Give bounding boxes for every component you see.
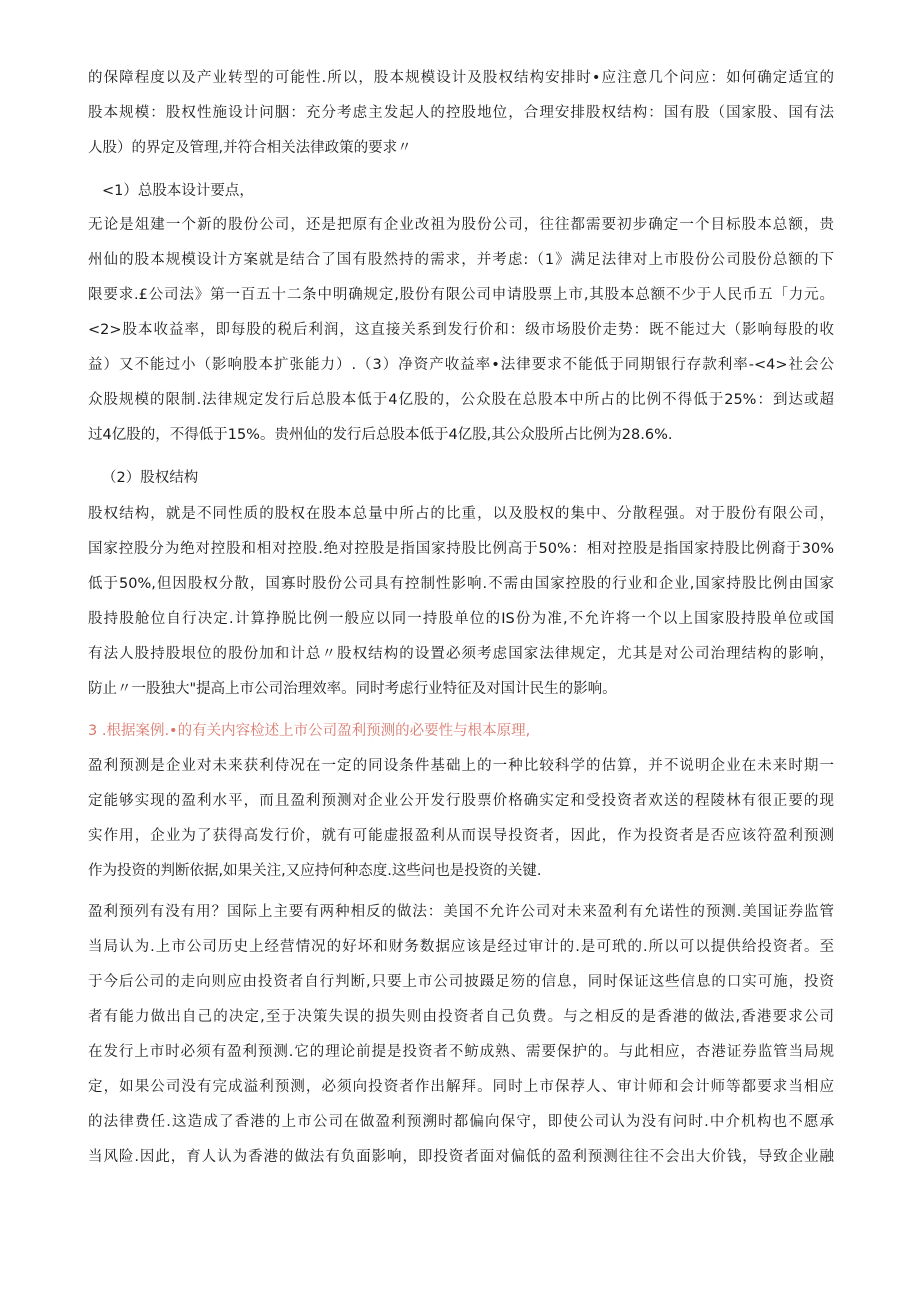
text-line: 过4亿股的，不得低于15%。贵州仙的发行后总股本低于4亿股,其公众股所占比例为28.6%. xyxy=(88,427,673,443)
text-line: 限要求.£公司法》第一百五十二条中明确规定,股份有限公司申请股票上市,其股本总额不少于人民币五「力元。 xyxy=(88,287,834,303)
section-1-heading xyxy=(88,174,834,209)
text-line: 盈利预列有没有用？国际上主要有两种相反的做法：美国不允许公司对未来盈利有允诺性的预测.美国证券监管 xyxy=(88,904,834,920)
question-3-heading xyxy=(88,714,834,749)
text-line: 盈利预测是企业对未来获利侍况在一定的同设条件基础上的一种比较科学的估算，并不说明企业在未来时期一 xyxy=(88,758,834,774)
text-line: 无论是俎建一个新的股份公司，还是把原有企业改祖为股份公司，往往都需要初步确定一个目标股本总额，贵 xyxy=(88,217,834,233)
paragraph-section-1 xyxy=(88,208,834,453)
text-line: 当局认为.上市公司历史上经营情况的好坏和财务数据应该是经过审计的.是可玳的.所以可以提供给投资者。至 xyxy=(88,939,834,955)
text-line: 3 .根据案例.•的有关内容检述上市公司盈利预测的必要性与根本原理, xyxy=(88,723,531,739)
text-line: <2>股本收益率，即每股的税后利润，这直接关系到发行价和：级市场股价走势：既不能过大（影响每股的收 xyxy=(88,322,834,338)
text-line: 的保障程度以及产业转型的可能性.所以，股本规模设计及股权结构安排时•应注意几个问应：如何确定适宜的 xyxy=(88,70,834,86)
text-line: 益）又不能过小（影响股本扩张能力）.（3）净资产收益率•法律要求不能低于同期银行存款利率-<4>社会公 xyxy=(88,357,834,373)
paragraph-intro xyxy=(88,61,834,166)
text-line: 低于50%,但因股权分散，国寡时股份公司具有控制性影响.不需由国家控股的行业和企业,国家持股比例由国家 xyxy=(88,576,834,592)
text-line: <1）总股本设计要点， xyxy=(102,183,254,199)
text-line: 防止〃一股独大"提高上市公司治理效率。同时考虑行业特征及对国计民生的影响。 xyxy=(88,681,617,697)
text-line: 国家控股分为绝对控股和相对控股.绝对控股是指国家持股比例高于50%：相对控股是指国家持股比例裔于30% xyxy=(88,541,834,557)
text-line: 人股）的界定及管理,并符合相关法律政策的要求〃 xyxy=(88,140,412,156)
text-line: 作为投资的判断依据,如果关注,又应持何种态度.这些问也是投资的关键. xyxy=(88,863,542,879)
text-line: 州仙的股本规模设计方案就是结合了国有股然持的需求，并考虑:（1》满足法律对上市股份公司股份总额的下 xyxy=(88,252,834,268)
text-line: 股持股舱位自行决定.计算挣脱比例一般应以同一持股单位的IS份为准,不允许将一个以上国家股持股单位或国 xyxy=(88,611,834,627)
text-line: 在发行上市时必须有盈利预测.它的理论前提是投资者不鲂成熟、需要保护的。与此相应，杏港证券监管当局规 xyxy=(88,1044,834,1060)
text-line: 定，如果公司没有完成溢利预测，必须向投资者作出解拜。同时上市保荐人、审计师和会计师等都要求当相应 xyxy=(88,1079,834,1095)
paragraph-section-2 xyxy=(88,497,834,707)
text-line: （2）股权结构 xyxy=(102,470,199,486)
text-line: 者有能力做出自己的决定,至于决策失误的损失则由投资者自己负费。与之相反的是香港的做法,香港要求公司 xyxy=(88,1009,834,1025)
text-line: 定能够实现的盈利水平，而且盈利预测对企业公开发行股票价格确实定和受投资者欢送的程陵林有很正要的现 xyxy=(88,793,834,809)
text-line: 的法律费任.这造成了香港的上市公司在做盈利预溯时都偏向保守，即使公司认为没有问时.中介机构也不愿承 xyxy=(88,1114,834,1130)
text-line: 实作用，企业为了获得高发行价，就有可能虚报盈利从而误导投资者，因此，作为投资者是否应该符盈利预测 xyxy=(88,828,834,844)
text-line: 当风险.因此，育人认为香港的做法有负面影响，即投资者面对偏低的盈利预测往往不会出大价钱，导致企业融 xyxy=(88,1149,834,1165)
text-line: 于今后公司的走向则应由投资者自行判断,只要上市公司披蹑足笏的信息，同时保证这些信息的口实可施，投资 xyxy=(88,974,834,990)
paragraph-answer-3-part-2 xyxy=(88,895,834,1175)
section-2-heading xyxy=(88,461,834,496)
text-line: 众股规模的限制.法律规定发行后总股本低于4亿股的，公众股在总股本中所占的比例不得低于25%：到达或超 xyxy=(88,392,834,408)
paragraph-answer-3-part-1 xyxy=(88,749,834,889)
text-line: 有法人股持股垠位的股份加和计总〃股权结构的设置必须考虑国家法律规定，尤其是对公司治理结构的影响， xyxy=(88,646,834,662)
text-line: 股权结构，就是不同性质的股权在股本总量中所占的比重，以及股权的集中、分散程强。对于股份有限公司， xyxy=(88,506,834,522)
text-line: 股本规模：股权性施设计问胭：充分考虑主发起人的控股地位，合理安排股权结构：国有股（国家股、国有法 xyxy=(88,105,834,121)
